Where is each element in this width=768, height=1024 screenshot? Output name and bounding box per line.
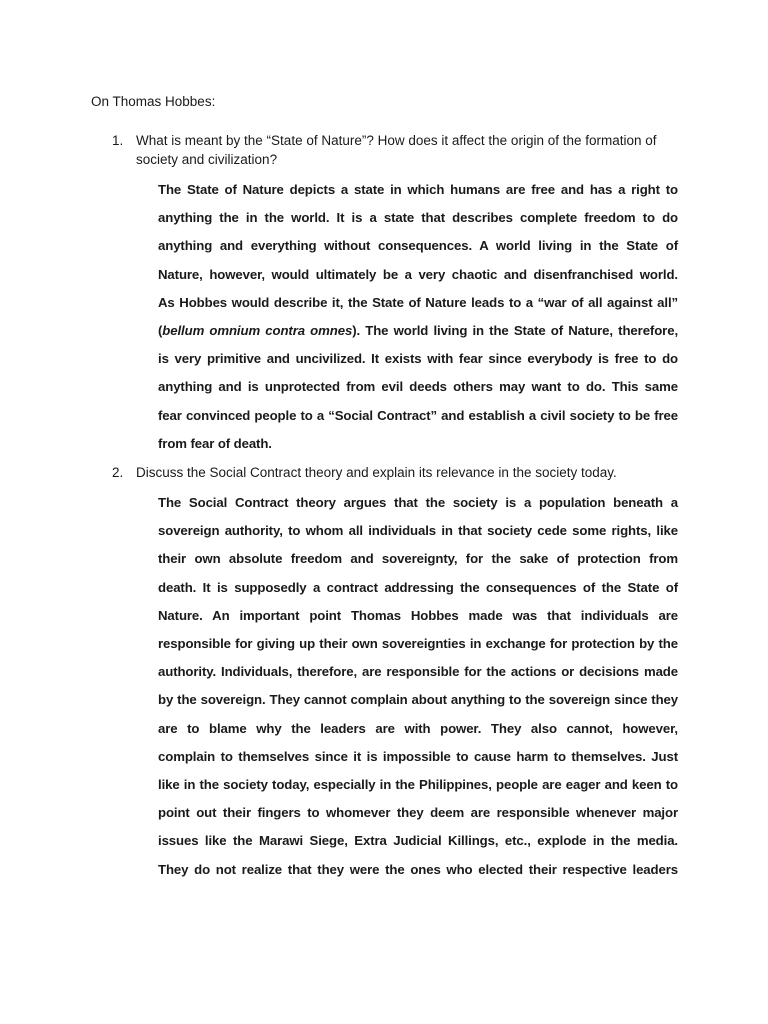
question-2-text: Discuss the Social Contract theory and explain its relevance in the society today. [136, 465, 617, 480]
answer-1-line: anything and is unprotected from evil deeds others may want to do. This same [158, 379, 678, 395]
answer-2-line: authority. Individuals, therefore, are responsible for the actions or decisions made [158, 664, 678, 680]
answer-1-line: The State of Nature depicts a state in which humans are free and has a right to [158, 182, 678, 197]
answer-1-line-with-latin [158, 317, 678, 345]
answer-1-line: Nature, however, would ultimately be a very chaotic and disenfranchised world. [158, 266, 678, 282]
answer-2-line: They do not realize that they were the ones who elected their respective leaders [158, 861, 678, 877]
answer-1-line: from fear of death. [158, 435, 272, 451]
answer-2-line: point out their fingers to whomever they deem are responsible whenever major [158, 805, 678, 821]
answer-1-line: is very primitive and uncivilized. It exists with fear since everybody is free to do [158, 351, 678, 367]
answer-2-line: their own absolute freedom and sovereignty, for the sake of protection from [158, 551, 678, 567]
line-remainder: ). The world living in the State of Nature, therefore, [352, 323, 679, 339]
answer-2-line: death. It is supposedly a contract addressing the consequences of the State of [158, 579, 678, 595]
answer-2 [158, 489, 678, 884]
answer-1 [158, 176, 678, 458]
answer-1-line: As Hobbes would describe it, the State of Nature leads to a “war of all against all” [158, 294, 678, 310]
answer-2-line: by the sovereign. They cannot complain about anything to the sovereign since they [158, 692, 678, 708]
answer-1-line: fear convinced people to a “Social Contract” and establish a civil society to be free [158, 407, 678, 423]
document-heading: On Thomas Hobbes: [91, 94, 216, 109]
answer-2-line: sovereign authority, to whom all individuals in that society cede some rights, like [158, 523, 678, 539]
answer-2-line: responsible for giving up their own sovereignties in exchange for protection by the [158, 636, 678, 652]
answer-2-line: are to blame why the leaders are with power. They also cannot, however, [158, 720, 678, 736]
question-2-number: 2. [112, 465, 124, 480]
question-1-text: What is meant by the “State of Nature”? How does it affect the origin of the formation of society and civilization? [136, 133, 657, 167]
answer-1-line: anything the in the world. It is a state that describes complete freedom to do [158, 210, 678, 226]
latin-phrase: bellum omnium contra omnes [162, 323, 353, 339]
question-1-number: 1. [112, 133, 124, 148]
open-paren: ( [158, 323, 163, 339]
answer-2-line: Nature. An important point Thomas Hobbes made was that individuals are [158, 607, 678, 623]
answer-1-line: anything and everything without consequences. A world living in the State of [158, 238, 678, 254]
answer-2-line: issues like the Marawi Siege, Extra Judicial Killings, etc., explode in the media. [158, 833, 678, 849]
answer-2-line: The Social Contract theory argues that the society is a population beneath a [158, 495, 678, 510]
answer-2-line: complain to themselves since it is impossible to cause harm to themselves. Just [158, 748, 678, 764]
answer-2-line: like in the society today, especially in the Philippines, people are eager and keen to [158, 777, 678, 793]
